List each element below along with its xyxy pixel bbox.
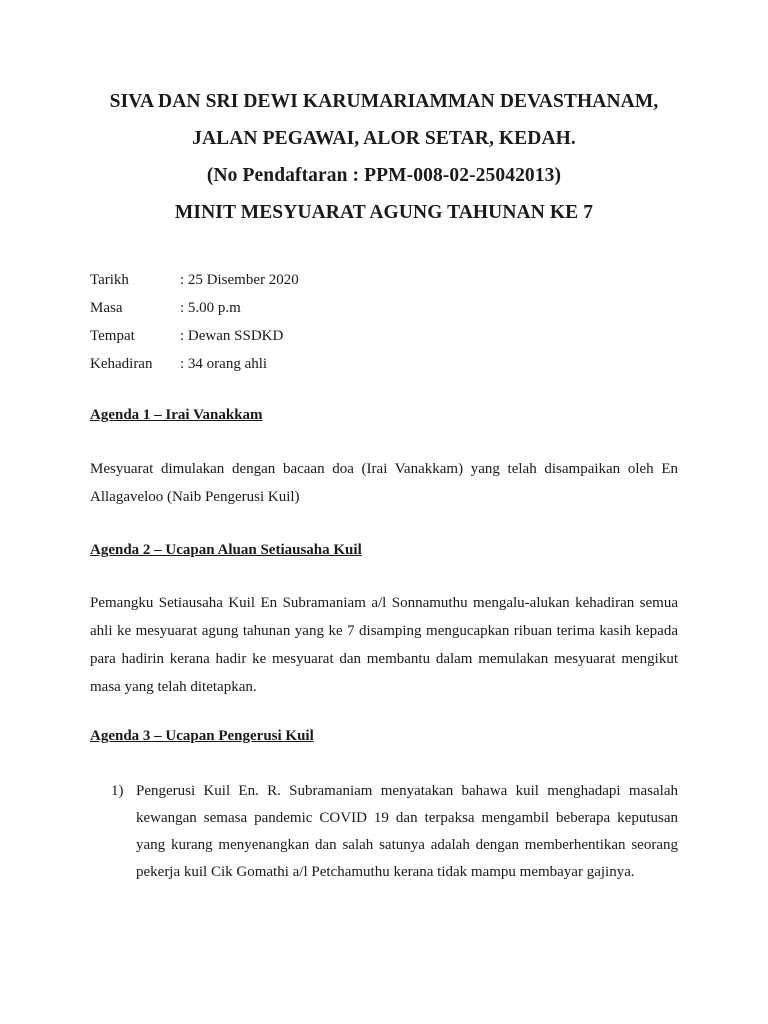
info-row-attendance <box>90 354 299 382</box>
paragraph-line: Pemangku Setiausaha Kuil En Subramaniam a/l Sonnamuthu mengalu-alukan kehadiran semua <box>90 595 678 611</box>
venue-value: : Dewan SSDKD <box>180 328 284 344</box>
list-line: yang kurang menyenangkan dan salah satunya adalah dengan memberhentikan seorang <box>136 837 678 853</box>
registration-number: (No Pendaftaran : PPM-008-02-25042013) <box>206 165 562 186</box>
agenda-2-paragraph <box>90 589 678 701</box>
list-line: Pengerusi Kuil En. R. Subramaniam menyatakan bahawa kuil menghadapi masalah <box>136 783 678 799</box>
paragraph-line: ahli ke mesyuarat agung tahunan yang ke 7 disamping mengucapkan ribuan terima kasih kepada <box>90 623 678 639</box>
list-item-body <box>136 778 678 886</box>
attendance-value: : 34 orang ahli <box>180 356 268 372</box>
list-line: pekerja kuil Cik Gomathi a/l Petchamuthu kerana tidak mampu membayar gajinya. <box>136 864 635 880</box>
agenda-2-heading: Agenda 2 – Ucapan Aluan Setiausaha Kuil <box>90 542 362 558</box>
info-row-time <box>90 298 299 326</box>
list-line: kewangan semasa pandemic COVID 19 dan terpaksa mengambil beberapa keputusan <box>136 810 678 826</box>
agenda-3-list-item <box>111 778 678 886</box>
document-title-block <box>0 90 768 238</box>
list-item-number: 1) <box>111 783 124 799</box>
organization-address: JALAN PEGAWAI, ALOR SETAR, KEDAH. <box>192 128 576 149</box>
time-label: Masa <box>90 300 123 316</box>
agenda-1-heading: Agenda 1 – Irai Vanakkam <box>90 407 263 423</box>
agenda-1-paragraph <box>90 455 678 511</box>
info-row-venue <box>90 326 299 354</box>
paragraph-line: masa yang telah ditetapkan. <box>90 679 257 695</box>
document-title: MINIT MESYUARAT AGUNG TAHUNAN KE 7 <box>174 202 594 223</box>
paragraph-line: para hadirin kerana hadir ke mesyuarat dan membantu dalam memulakan mesyuarat mengikut <box>90 651 678 667</box>
agenda-3-heading: Agenda 3 – Ucapan Pengerusi Kuil <box>90 728 314 744</box>
date-label: Tarikh <box>90 272 129 288</box>
paragraph-line: Mesyuarat dimulakan dengan bacaan doa (Irai Vanakkam) yang telah disampaikan oleh En <box>90 461 678 477</box>
attendance-label: Kehadiran <box>90 356 153 372</box>
meeting-info <box>90 270 299 382</box>
paragraph-line: Allagaveloo (Naib Pengerusi Kuil) <box>90 489 300 505</box>
date-value: : 25 Disember 2020 <box>180 272 299 288</box>
organization-name: SIVA DAN SRI DEWI KARUMARIAMMAN DEVASTHANAM, <box>109 91 659 112</box>
time-value: : 5.00 p.m <box>180 300 241 316</box>
venue-label: Tempat <box>90 328 135 344</box>
info-row-date <box>90 270 299 298</box>
